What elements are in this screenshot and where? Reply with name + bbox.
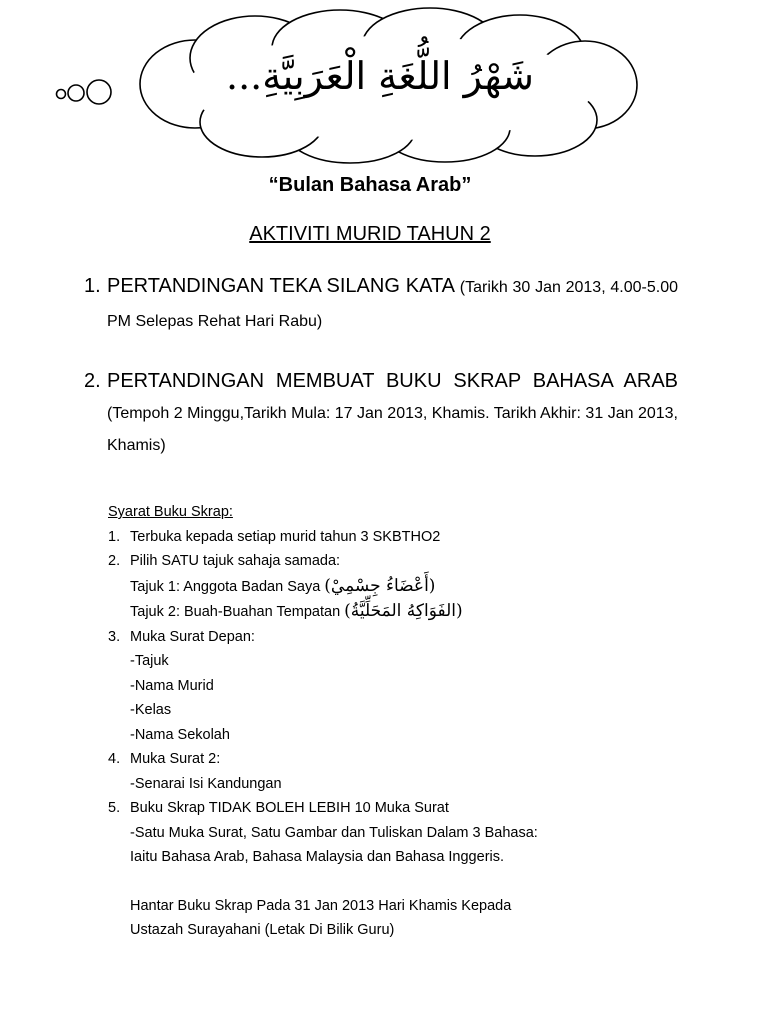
list-subitem: -Senarai Isi Kandungan	[130, 775, 282, 792]
syarat-heading: Syarat Buku Skrap:	[108, 504, 233, 520]
activity-item	[84, 366, 678, 461]
item-number: 1.	[84, 275, 101, 297]
list-text: Pilih SATU tajuk sahaja samada:	[130, 553, 341, 569]
list-subitem	[108, 599, 668, 625]
list-text: Muka Surat 2:	[130, 751, 221, 767]
list-subitem: -Satu Muka Surat, Satu Gambar dan Tuliskan Dalam 3 Bahasa:	[130, 824, 538, 841]
list-text: Buku Skrap TIDAK BOLEH LEBIH 10 Muka Surat	[130, 800, 449, 816]
list-subitem	[108, 574, 668, 600]
list-subitem: -Nama Sekolah	[130, 726, 230, 743]
spacer	[108, 870, 668, 894]
tajuk-2-arabic: (الفَوَاكِهُ المَحَلِّيَّةُ)	[344, 601, 463, 621]
list-text: Terbuka kepada setiap murid tahun 3 SKBTHO2	[130, 528, 441, 545]
submission-note: Ustazah Surayahani (Letak Di Bilik Guru)	[130, 922, 395, 938]
list-number: 3.	[108, 628, 121, 645]
item-detail: (Tempoh 2 Minggu,Tarikh Mula: 17 Jan 2013, Khamis. Tarikh Akhir: 31 Jan 2013, Khamis)	[107, 405, 678, 454]
page-heading: AKTIVITI MURID TAHUN 2	[249, 223, 491, 245]
tajuk-2-label: Tajuk 2: Buah-Buahan Tempatan	[130, 604, 341, 620]
item-title: PERTANDINGAN MEMBUAT BUKU SKRAP BAHASA ARAB	[107, 370, 678, 392]
item-title: PERTANDINGAN TEKA SILANG KATA	[107, 275, 454, 297]
submission-note: Hantar Buku Skrap Pada 31 Jan 2013 Hari Khamis Kepada	[130, 897, 512, 914]
title-cloud	[0, 0, 768, 170]
item-number: 2.	[84, 370, 101, 392]
list-number: 1.	[108, 528, 121, 545]
list-subitem: -Nama Murid	[130, 677, 214, 694]
list-subitem: -Tajuk	[130, 653, 169, 669]
list-number: 2.	[108, 553, 121, 569]
list-subitem: -Kelas	[130, 702, 172, 718]
subtitle: “Bulan Bahasa Arab”	[268, 174, 472, 196]
tajuk-1-label: Tajuk 1: Anggota Badan Saya	[130, 578, 321, 595]
tajuk-1-arabic: (أَعْضَاءُ جِسْمِيْ)	[324, 575, 436, 596]
list-item	[108, 796, 668, 821]
list-subitem: Iaitu Bahasa Arab, Bahasa Malaysia dan Bahasa Inggeris.	[130, 849, 505, 865]
list-item	[108, 625, 668, 650]
list-item	[108, 549, 668, 574]
list-text: Muka Surat Depan:	[130, 628, 255, 645]
list-item	[108, 525, 668, 550]
item-detail: (Tarikh 30 Jan 2013, 4.00-5.00 PM Selepas Rehat Hari Rabu)	[107, 279, 678, 330]
syarat-list	[108, 500, 668, 943]
list-item	[108, 747, 668, 772]
list-number: 5.	[108, 800, 121, 816]
activity-item	[84, 270, 678, 338]
arabic-title: شَهْرُ اللُّغَةِ الْعَرَبِيَّةِ...	[226, 54, 534, 98]
list-number: 4.	[108, 751, 121, 767]
